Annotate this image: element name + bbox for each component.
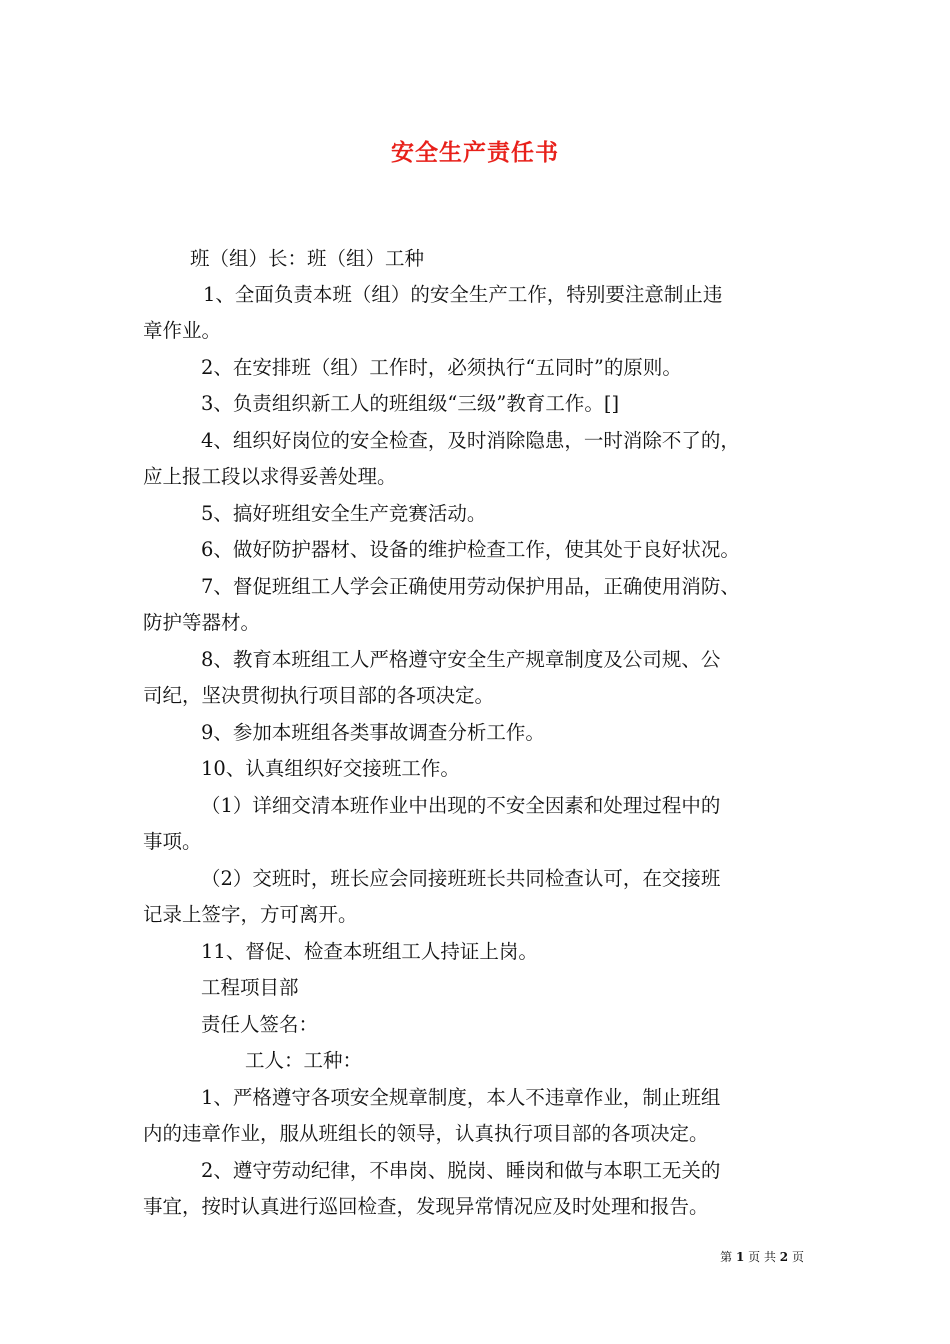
footer-suffix: 页: [791, 1250, 804, 1264]
body-line: 班（组）长：班（组）工种: [190, 247, 425, 270]
body-line: 6、做好防护器材、设备的维护检查工作，使其处于良好状况。: [201, 538, 740, 561]
body-line: 司纪，坚决贯彻执行项目部的各项决定。: [143, 684, 495, 707]
body-line: 内的违章作业，服从班组长的领导，认真执行项目部的各项决定。: [143, 1122, 709, 1145]
body-line: 3、负责组织新工人的班组级“三级”教育工作。[]: [201, 392, 620, 415]
body-line: （2）交班时，班长应会同接班班长共同检查认可，在交接班: [201, 867, 721, 890]
body-line: 防护等器材。: [143, 611, 261, 634]
body-line: 8、教育本班组工人严格遵守安全生产规章制度及公司规、公: [201, 648, 721, 671]
body-line: 10、认真组织好交接班工作。: [201, 757, 460, 780]
body-line: 4、组织好岗位的安全检查，及时消除隐患，一时消除不了的，: [201, 429, 740, 452]
body-line: 章作业。: [143, 319, 222, 342]
body-line: 7、督促班组工人学会正确使用劳动保护用品，正确使用消防、: [201, 575, 740, 598]
body-line: 1、全面负责本班（组）的安全生产工作，特别要注意制止违: [203, 283, 723, 306]
body-line: 工人：工种：: [245, 1049, 363, 1072]
footer-page-number: 1: [735, 1250, 745, 1264]
page-footer: [720, 1248, 804, 1265]
body-line: 11、督促、检查本班组工人持证上岗。: [201, 940, 538, 963]
body-line: 记录上签字，方可离开。: [143, 903, 358, 926]
body-line: 应上报工段以求得妥善处理。: [143, 465, 397, 488]
footer-mid: 页 共: [748, 1250, 776, 1264]
body-line: 2、在安排班（组）工作时，必须执行“五同时”的原则。: [201, 356, 682, 379]
body-line: 工程项目部: [201, 976, 299, 999]
body-line: 事宜，按时认真进行巡回检查，发现异常情况应及时处理和报告。: [143, 1195, 709, 1218]
footer-total-pages: 2: [779, 1250, 789, 1264]
body-line: 2、遵守劳动纪律，不串岗、脱岗、睡岗和做与本职工无关的: [201, 1159, 721, 1182]
document-title: 安全生产责任书: [391, 139, 559, 166]
body-line: 9、参加本班组各类事故调查分析工作。: [201, 721, 545, 744]
body-line: 责任人签名：: [201, 1013, 319, 1036]
footer-prefix: 第: [720, 1250, 733, 1264]
body-line: 1、严格遵守各项安全规章制度，本人不违章作业，制止班组: [201, 1086, 721, 1109]
body-line: 5、搞好班组安全生产竞赛活动。: [201, 502, 487, 525]
body-line: 事项。: [143, 830, 202, 853]
body-line: （1）详细交清本班作业中出现的不安全因素和处理过程中的: [201, 794, 721, 817]
